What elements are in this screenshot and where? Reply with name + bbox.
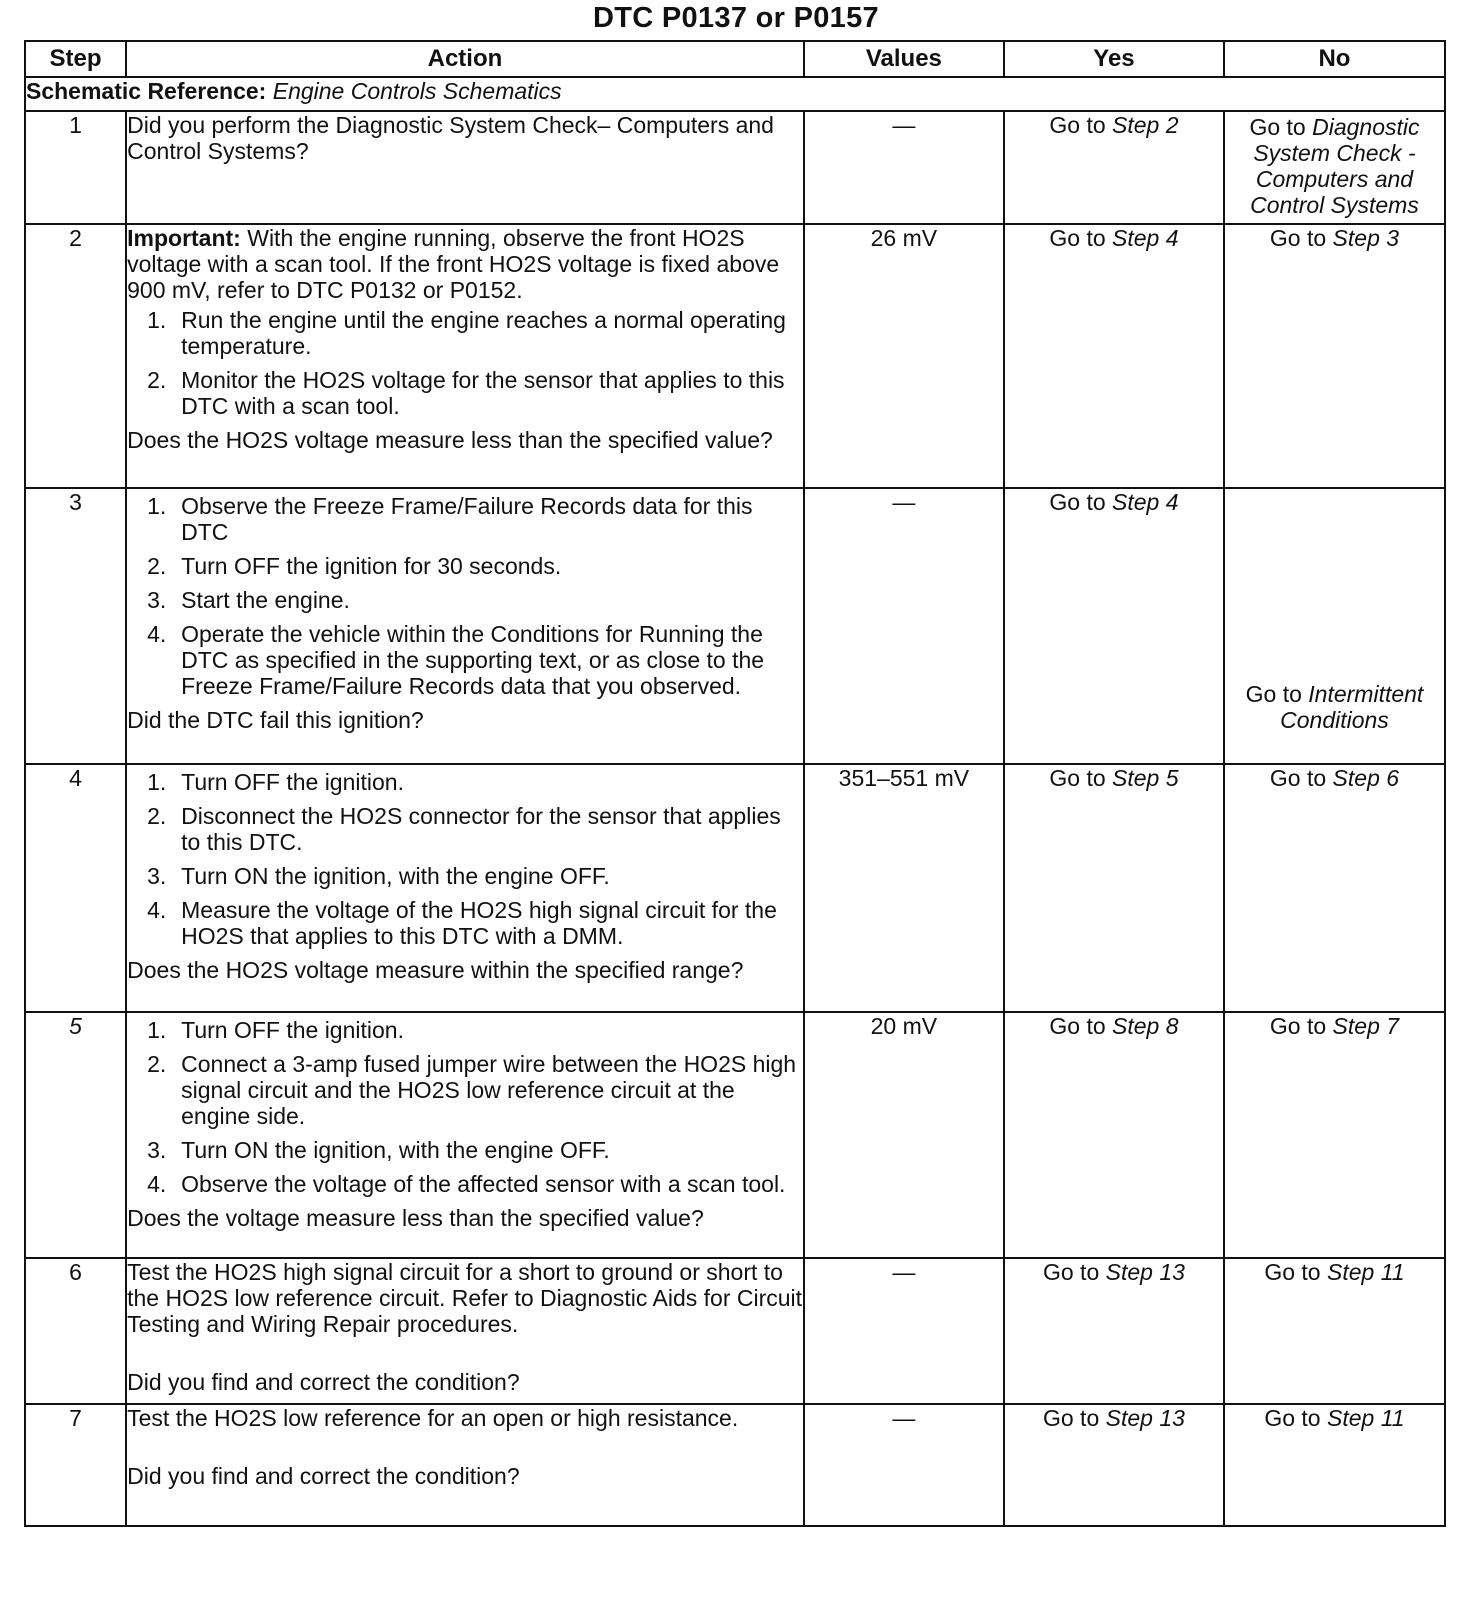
no-cell — [1224, 111, 1445, 224]
yes-goto[interactable]: Go to Step 4 — [1049, 489, 1179, 515]
yes-cell — [1004, 111, 1224, 224]
list-item: 3. Turn ON the ignition, with the engine OFF. — [147, 863, 610, 889]
header-row — [25, 41, 1445, 77]
yes-cell — [1004, 764, 1224, 1012]
table-row — [25, 1404, 1445, 1526]
list-item: 1. Observe the Freeze Frame/Failure Records data for this DTC — [147, 493, 753, 545]
table-row — [25, 1258, 1445, 1404]
yes-cell — [1004, 1258, 1224, 1404]
no-cell — [1224, 1012, 1445, 1258]
header-step: Step — [25, 41, 126, 77]
action-cell — [126, 1404, 804, 1526]
list-item: 2. Monitor the HO2S voltage for the sensor that applies to this DTC with a scan tool. — [147, 367, 785, 419]
yes-cell — [1004, 1404, 1224, 1526]
table-row — [25, 764, 1445, 1012]
yes-goto[interactable]: Go to Step 5 — [1049, 765, 1179, 791]
schematic-reference-row — [25, 77, 1445, 111]
value-cell: 351–551 mV — [804, 764, 1004, 1012]
value-cell: — — [804, 1258, 1004, 1404]
no-goto[interactable]: Go to Step 7 — [1269, 1013, 1400, 1039]
list-item: 3. Turn ON the ignition, with the engine OFF. — [147, 1137, 610, 1163]
header-no: No — [1224, 41, 1445, 77]
yes-cell — [1004, 488, 1224, 764]
action-question: Does the voltage measure less than the specified value? — [127, 1205, 704, 1231]
action-question: Did you find and correct the condition? — [127, 1369, 520, 1395]
header-values: Values — [804, 41, 1004, 77]
table-row — [25, 224, 1445, 488]
diagnostic-table — [24, 40, 1446, 1527]
schematic-reference-link[interactable]: Engine Controls Schematics — [272, 78, 562, 104]
step-number: 3 — [25, 488, 126, 764]
list-item: 4. Measure the voltage of the HO2S high signal circuit for the HO2S that applies to this DTC with a DMM. — [147, 897, 777, 949]
action-question: Does the HO2S voltage measure within the specified range? — [127, 957, 744, 983]
no-goto[interactable]: Go to Intermittent Conditions — [1245, 681, 1424, 733]
no-goto[interactable]: Go to Step 11 — [1264, 1405, 1405, 1431]
schematic-reference-label: Schematic Reference: — [26, 78, 267, 104]
table-row — [25, 488, 1445, 764]
action-cell — [126, 1258, 804, 1404]
no-goto[interactable]: Go to Diagnostic System Check - Computers and Control Systems — [1249, 114, 1420, 218]
list-item: 1. Turn OFF the ignition. — [147, 769, 404, 795]
action-list — [127, 307, 803, 419]
action-cell — [126, 224, 804, 488]
yes-goto[interactable]: Go to Step 4 — [1049, 225, 1179, 251]
no-cell — [1224, 1258, 1445, 1404]
table-row — [25, 111, 1445, 224]
list-item: 4. Observe the voltage of the affected sensor with a scan tool. — [147, 1171, 786, 1197]
schematic-reference — [25, 77, 1445, 111]
yes-goto[interactable]: Go to Step 13 — [1042, 1259, 1185, 1285]
action-cell — [126, 488, 804, 764]
header-action: Action — [126, 41, 804, 77]
important-text: With the engine running, observe the front HO2S voltage with a scan tool. If the front HO2S voltage is fixed above 900 mV, refer to DTC P0132 or P0152. — [127, 225, 780, 303]
no-cell — [1224, 488, 1445, 764]
step-number: 4 — [25, 764, 126, 1012]
no-goto[interactable]: Go to Step 11 — [1264, 1259, 1405, 1285]
value-cell: 26 mV — [804, 224, 1004, 488]
action-list — [127, 493, 803, 699]
list-item: 1. Turn OFF the ignition. — [147, 1017, 404, 1043]
action-list — [127, 769, 803, 949]
no-goto[interactable]: Go to Step 6 — [1269, 765, 1400, 791]
action-question: Did you perform the Diagnostic System Check– Computers and Control Systems? — [127, 112, 774, 164]
yes-cell — [1004, 224, 1224, 488]
list-item: 4. Operate the vehicle within the Conditions for Running the DTC as specified in the supporting text, or as close to the Freeze Frame/Failure Records data that you observed. — [147, 621, 765, 699]
no-cell — [1224, 764, 1445, 1012]
step-number: 2 — [25, 224, 126, 488]
value-cell: — — [804, 1404, 1004, 1526]
list-item: 2. Disconnect the HO2S connector for the sensor that applies to this DTC. — [147, 803, 781, 855]
important-note — [127, 225, 803, 303]
step-number: 6 — [25, 1258, 126, 1404]
action-cell — [126, 111, 804, 224]
action-text: Test the HO2S high signal circuit for a short to ground or short to the HO2S low reference circuit. Refer to Diagnostic Aids for Circuit Testing and Wiring Repair procedures. — [127, 1259, 803, 1337]
value-cell: — — [804, 111, 1004, 224]
yes-cell — [1004, 1012, 1224, 1258]
yes-goto[interactable]: Go to Step 8 — [1049, 1013, 1179, 1039]
value-cell: 20 mV — [804, 1012, 1004, 1258]
page-title: DTC P0137 or P0157 — [593, 2, 879, 34]
list-item: 2. Connect a 3-amp fused jumper wire between the HO2S high signal circuit and the HO2S low reference circuit at the engine side. — [147, 1051, 797, 1129]
no-cell — [1224, 1404, 1445, 1526]
list-item: 3. Start the engine. — [147, 587, 350, 613]
yes-goto[interactable]: Go to Step 2 — [1049, 112, 1179, 138]
no-cell — [1224, 224, 1445, 488]
step-number: 1 — [25, 111, 126, 224]
table-row — [25, 1012, 1445, 1258]
action-list — [127, 1017, 803, 1197]
step-number: 7 — [25, 1404, 126, 1526]
step-number: 5 — [25, 1012, 126, 1258]
action-question: Did the DTC fail this ignition? — [127, 707, 424, 733]
action-question: Did you find and correct the condition? — [127, 1463, 520, 1489]
action-cell — [126, 1012, 804, 1258]
yes-goto[interactable]: Go to Step 13 — [1042, 1405, 1185, 1431]
header-yes: Yes — [1004, 41, 1224, 77]
list-item: 2. Turn OFF the ignition for 30 seconds. — [147, 553, 562, 579]
value-cell: — — [804, 488, 1004, 764]
list-item: 1. Run the engine until the engine reaches a normal operating temperature. — [147, 307, 786, 359]
action-text: Test the HO2S low reference for an open or high resistance. — [127, 1405, 739, 1431]
important-label: Important: — [127, 225, 241, 251]
action-question: Does the HO2S voltage measure less than the specified value? — [127, 427, 773, 453]
action-cell — [126, 764, 804, 1012]
no-goto[interactable]: Go to Step 3 — [1269, 225, 1400, 251]
